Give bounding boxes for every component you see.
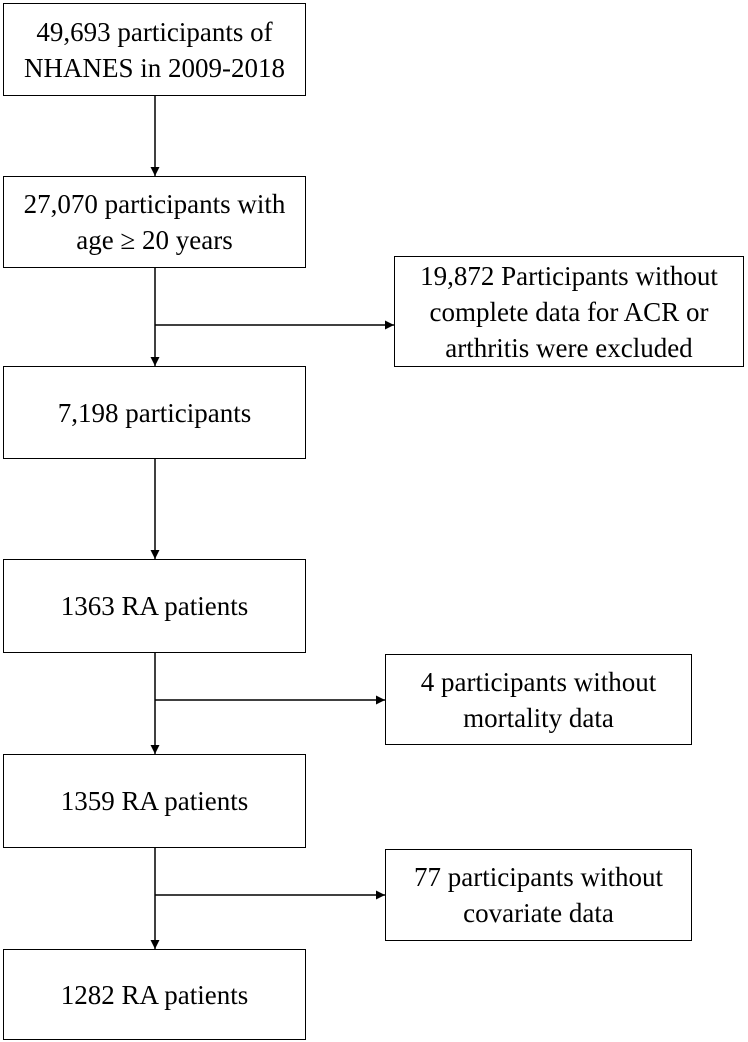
main-box-2 [3, 176, 306, 268]
exclusion-box-2-line-2: mortality data [463, 702, 614, 733]
main-box-4 [3, 559, 306, 653]
main-box-1-line-1: 49,693 participants of [36, 16, 273, 47]
main-box-3-line-1: 7,198 participants [57, 397, 252, 428]
main-box-3 [3, 366, 306, 459]
main-box-5 [3, 754, 306, 848]
main-box-1 [3, 3, 306, 96]
main-box-6 [3, 949, 306, 1040]
exclusion-box-1-line-3: arthritis were excluded [445, 332, 693, 363]
main-box-1-line-2: NHANES in 2009-2018 [24, 52, 285, 83]
exclusion-box-3-line-1: 77 participants without [414, 862, 663, 892]
main-box-4-line-1: 1363 RA patients [60, 591, 249, 621]
main-box-6-line-1: 1282 RA patients [60, 979, 249, 1010]
main-box-2-line-1: 27,070 participants with [23, 189, 286, 219]
exclusion-box-2-line-1: 4 participants without [420, 666, 657, 697]
exclusion-box-2 [385, 654, 692, 745]
exclusion-box-1-line-1: 19,872 Participants without [420, 260, 718, 291]
main-box-5-line-1: 1359 RA patients [60, 786, 249, 816]
exclusion-box-3-line-2: covariate data [463, 898, 614, 928]
main-box-2-line-2: age ≥ 20 years [76, 225, 233, 255]
exclusion-box-1 [394, 256, 744, 367]
exclusion-box-1-line-2: complete data for ACR or [429, 296, 709, 327]
exclusion-box-3 [385, 849, 692, 941]
